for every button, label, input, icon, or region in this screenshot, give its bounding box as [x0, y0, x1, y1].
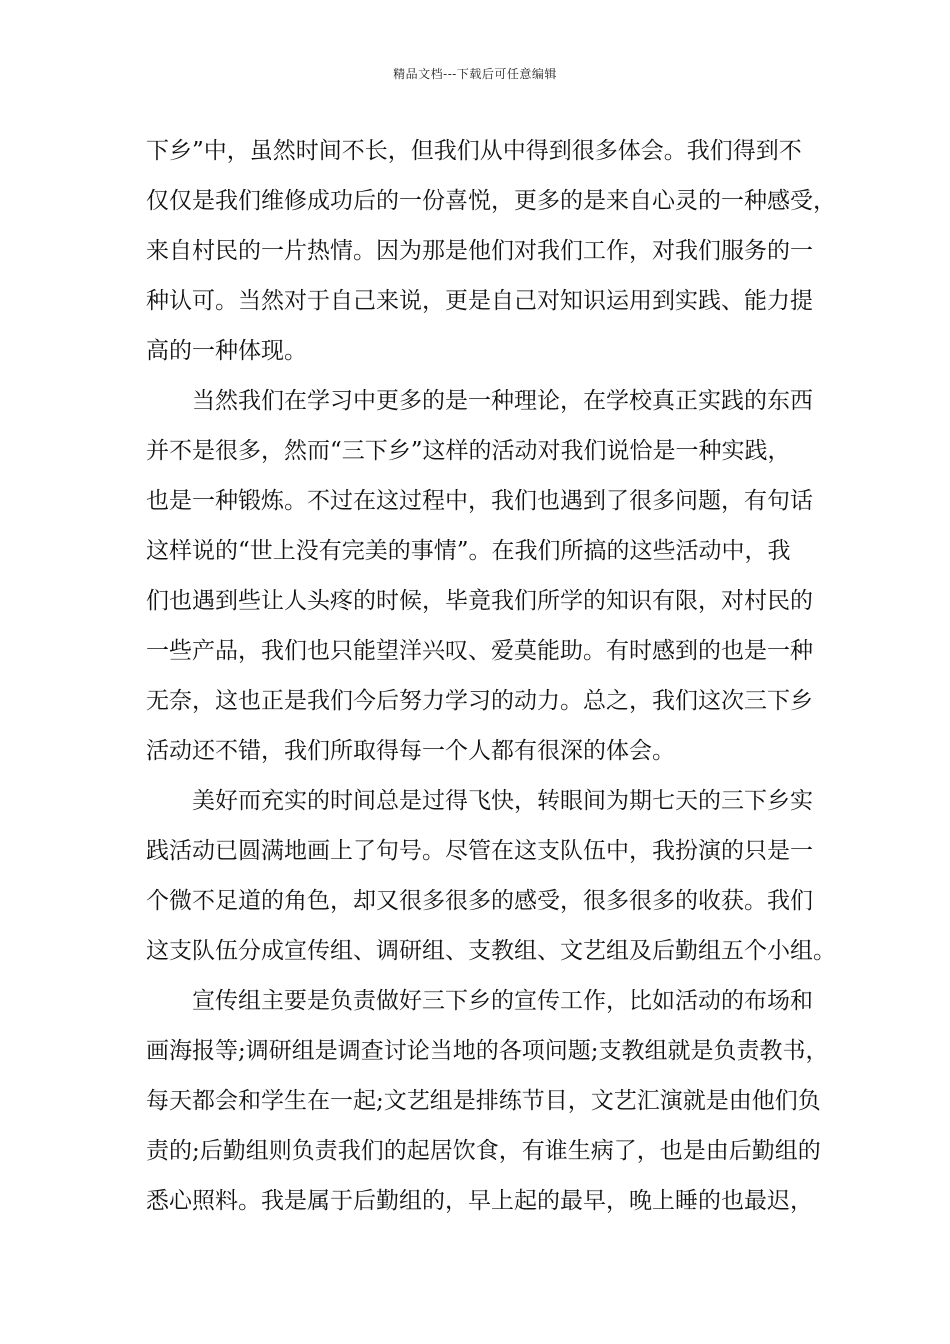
text-line: 每天都会和学生在一起;文艺组是排练节目，文艺汇演就是由他们负 — [146, 1088, 821, 1114]
text-line: 画海报等;调研组是调查讨论当地的各项问题;支教组就是负责教书， — [146, 1038, 829, 1064]
text-line: 责的;后勤组则负责我们的起居饮食，有谁生病了，也是由后勤组的 — [146, 1138, 821, 1164]
text-line: 一些产品，我们也只能望洋兴叹、爱莫能助。有时感到的也是一种 — [146, 638, 813, 664]
text-line: 高的一种体现。 — [146, 338, 307, 364]
text-line: 来自村民的一片热情。因为那是他们对我们工作，对我们服务的一 — [146, 238, 813, 264]
paragraph-first-line: 当然我们在学习中更多的是一种理论，在学校真正实践的东西 — [192, 388, 813, 414]
document-body — [146, 126, 836, 1226]
text-line: 践活动已圆满地画上了句号。尽管在这支队伍中，我扮演的只是一 — [146, 838, 813, 864]
paragraph-first-line: 美好而充实的时间总是过得飞快，转眼间为期七天的三下乡实 — [192, 788, 813, 814]
page-header: 精品文档---下载后可任意编辑 — [393, 67, 557, 81]
text-line: 这支队伍分成宣传组、调研组、支教组、文艺组及后勤组五个小组。 — [146, 938, 836, 964]
text-line: 无奈，这也正是我们今后努力学习的动力。总之，我们这次三下乡 — [146, 688, 813, 714]
text-line: 仅仅是我们维修成功后的一份喜悦，更多的是来自心灵的一种感受， — [146, 188, 836, 214]
text-line: 并不是很多，然而“三下乡”这样的活动对我们说恰是一种实践， — [146, 438, 791, 464]
text-line: 个微不足道的角色，却又很多很多的感受，很多很多的收获。我们 — [146, 888, 813, 914]
text-line: 种认可。当然对于自己来说，更是自己对知识运用到实践、能力提 — [146, 288, 813, 314]
paragraph-first-line: 宣传组主要是负责做好三下乡的宣传工作，比如活动的布场和 — [192, 988, 813, 1014]
text-line: 下乡”中，虽然时间不长，但我们从中得到很多体会。我们得到不 — [146, 138, 802, 164]
text-line: 这样说的“世上没有完美的事情”。在我们所搞的这些活动中，我 — [146, 538, 791, 564]
text-line: 悉心照料。我是属于后勤组的，早上起的最早，晚上睡的也最迟， — [146, 1188, 813, 1214]
text-line: 活动还不错，我们所取得每一个人都有很深的体会。 — [146, 738, 675, 764]
text-line: 也是一种锻炼。不过在这过程中，我们也遇到了很多问题，有句话 — [146, 488, 813, 514]
text-line: 们也遇到些让人头疼的时候，毕竟我们所学的知识有限，对村民的 — [146, 588, 813, 614]
